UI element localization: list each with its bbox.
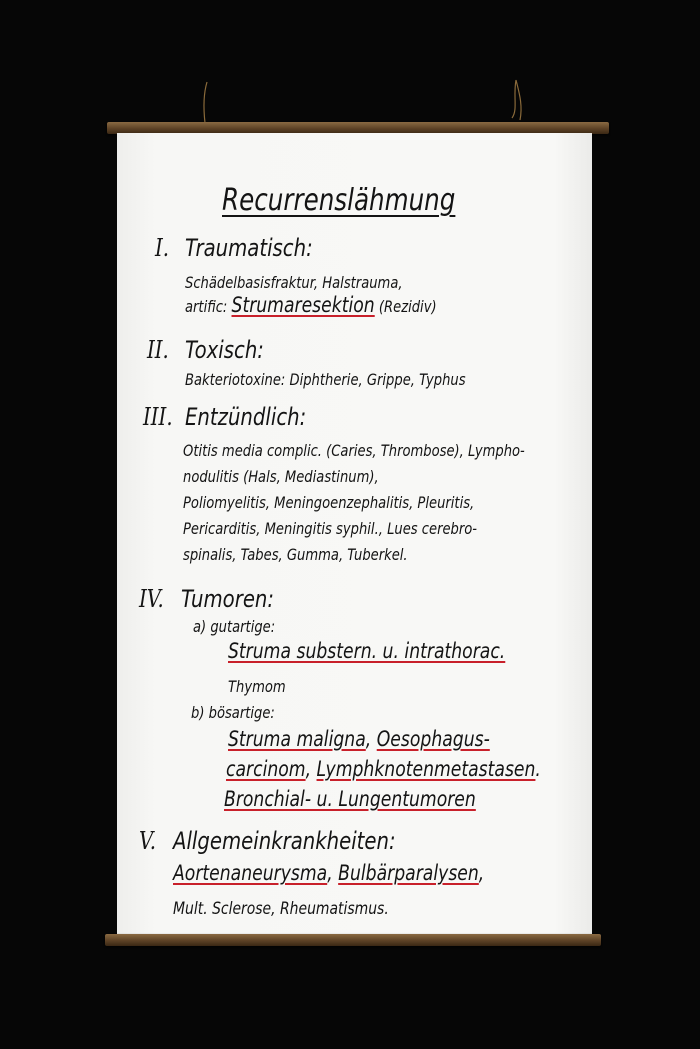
sep-3: . xyxy=(535,757,541,781)
section-3-heading: Entzündlich: xyxy=(185,403,307,431)
section-4-sub-a-line-2: Thymom xyxy=(228,677,286,696)
section-1-line-2-suffix: (Rezidiv) xyxy=(374,297,437,316)
section-5-line-1 xyxy=(173,861,484,885)
section-1-line-2-prefix: artific: xyxy=(185,297,232,316)
carcinom: carcinom xyxy=(226,757,306,781)
section-4-sub-b-label: b) bösartige: xyxy=(191,703,275,722)
section-4-sub-b-line-2 xyxy=(226,757,541,781)
sep-5: , xyxy=(478,861,485,885)
section-5-heading: Allgemeinkrankheiten: xyxy=(173,827,396,855)
section-1-line-2 xyxy=(185,293,437,317)
section-1-numeral: I. xyxy=(155,234,170,262)
section-3-line-2: nodulitis (Hals, Mediastinum), xyxy=(183,467,379,486)
section-3-line-3: Poliomyelitis, Meningoenzephalitis, Pleuritis, xyxy=(183,493,475,512)
section-4-sub-a-label: a) gutartige: xyxy=(193,617,276,636)
section-3-numeral: III. xyxy=(143,403,173,431)
section-1-line-1: Schädelbasisfraktur, Halstrauma, xyxy=(185,273,403,292)
bulbaerparalysen: Bulbärparalysen xyxy=(338,861,479,885)
section-1-heading: Traumatisch: xyxy=(185,234,313,262)
section-1-highlight: Strumaresektion xyxy=(231,293,375,317)
section-3-line-4: Pericarditis, Meningitis syphil., Lues cerebro- xyxy=(183,519,478,538)
poster-sheet xyxy=(117,133,592,935)
section-3-line-1: Otitis media complic. (Caries, Thrombose), Lympho- xyxy=(183,441,525,460)
section-2-numeral: II. xyxy=(147,336,169,364)
lymphknotenmetastasen: Lymphknotenmetastasen xyxy=(316,757,536,781)
section-4-sub-b-line-1 xyxy=(228,727,490,751)
section-4-sub-b-line-3: Bronchial- u. Lungentumoren xyxy=(224,787,476,811)
sep-2: , xyxy=(305,757,317,781)
section-5-numeral: V. xyxy=(139,827,157,855)
section-3-line-5: spinalis, Tabes, Gumma, Tuberkel. xyxy=(183,545,408,564)
sep-1: , xyxy=(365,727,377,751)
section-2-heading: Toxisch: xyxy=(185,336,264,364)
section-5-line-2: Mult. Sclerose, Rheumatismus. xyxy=(173,899,389,919)
bottom-wooden-rod xyxy=(105,934,601,946)
aortenaneurysma: Aortenaneurysma xyxy=(173,861,328,885)
section-4-heading: Tumoren: xyxy=(181,585,275,613)
section-4-sub-a-line-1: Struma substern. u. intrathorac. xyxy=(228,639,506,663)
sep-4: , xyxy=(327,861,339,885)
section-2-line-1: Bakteriotoxine: Diphtherie, Grippe, Typhus xyxy=(185,370,466,389)
poster-title: Recurrenslähmung xyxy=(222,183,456,218)
struma-maligna: Struma maligna xyxy=(228,727,366,751)
oesophagus: Oesophagus- xyxy=(376,727,490,751)
section-4-numeral: IV. xyxy=(139,585,164,613)
